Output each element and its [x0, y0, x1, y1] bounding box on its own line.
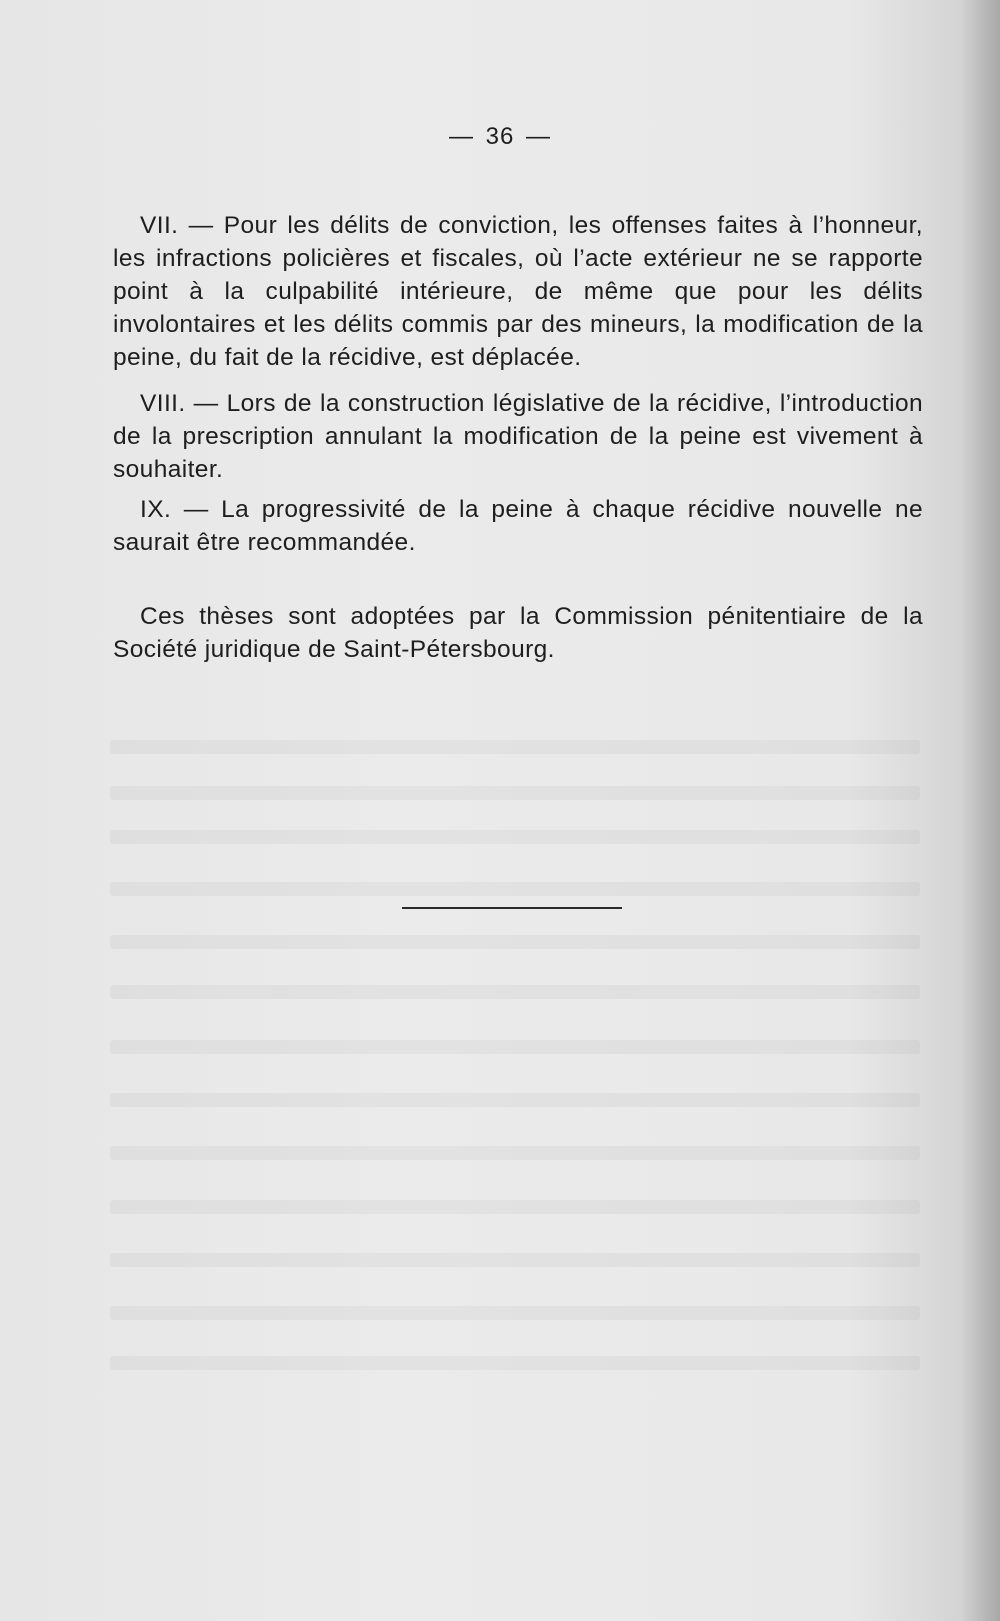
bleed-through-line — [110, 882, 920, 896]
page-number — [0, 123, 1000, 151]
bleed-through-line — [110, 935, 920, 949]
page-number-suffix: — — [526, 123, 552, 150]
bleed-through-line — [110, 985, 920, 999]
bleed-through-line — [110, 1306, 920, 1320]
thesis-viii-paragraph: VIII. — Lors de la construction législative de la récidive, l’introduction de la prescription annulant la modification de la peine est vivement à souhaiter. — [113, 389, 923, 483]
bleed-through-line — [110, 830, 920, 844]
thesis-vii-paragraph: VII. — Pour les délits de conviction, les offenses faites à l’honneur, les infractions policières et fiscales, où l’acte extérieur ne se rapporte point à la culpabilité intérieure, de même que pour les délits involontaires et les délits commis par des mineurs, la modification de la peine, du fait de la récidive, est déplacée. — [113, 211, 923, 371]
bleed-through-line — [110, 1093, 920, 1107]
thesis-ix-paragraph: IX. — La progressivité de la peine à chaque récidive nouvelle ne saurait être recommandée. — [113, 495, 923, 556]
adoption-statement-paragraph: Ces thèses sont adoptées par la Commission pénitentiaire de la Société juridique de Saint-Pétersbourg. — [113, 602, 923, 663]
page-number-prefix: — — [448, 123, 474, 150]
bleed-through-line — [110, 740, 920, 754]
bleed-through-line — [110, 1356, 920, 1370]
binding-shadow — [960, 0, 1000, 1621]
bleed-through-line — [110, 1040, 920, 1054]
bleed-through-line — [110, 1200, 920, 1214]
bleed-through-line — [110, 1146, 920, 1160]
section-divider-rule — [402, 907, 622, 909]
bleed-through-line — [110, 786, 920, 800]
page-number-value: 36 — [485, 123, 515, 150]
bleed-through-line — [110, 1253, 920, 1267]
